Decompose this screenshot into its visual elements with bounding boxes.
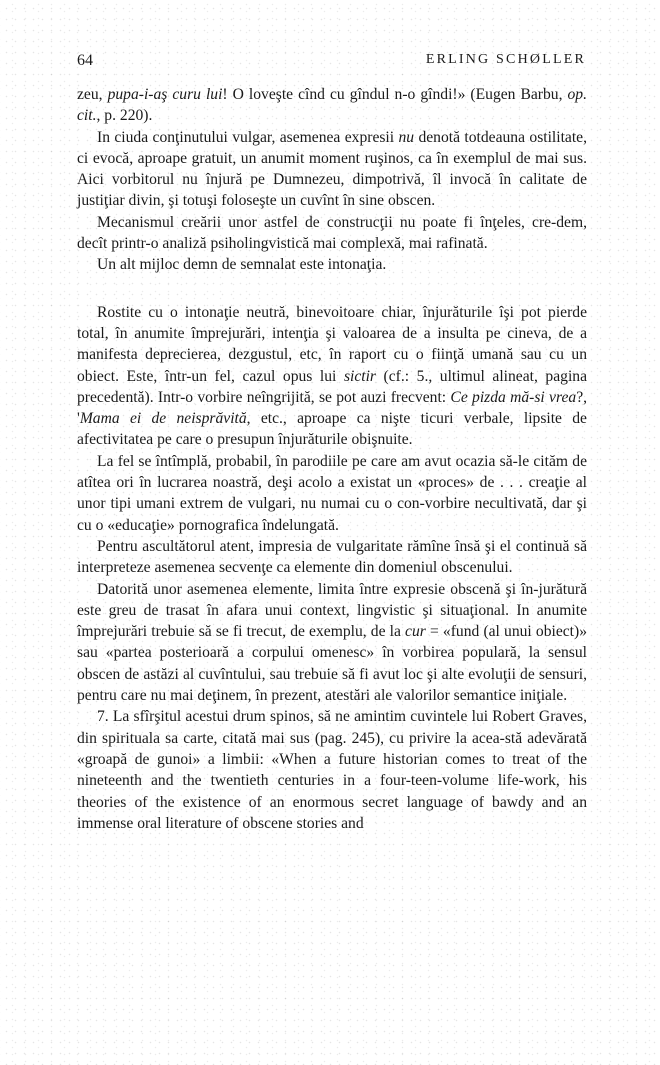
italic-term: cur bbox=[405, 623, 426, 641]
text-run: ?, ' bbox=[77, 388, 588, 428]
paragraph bbox=[77, 302, 587, 451]
italic-term: Ce pizda mă-si vrea bbox=[450, 388, 577, 406]
text-run: zeu, bbox=[77, 86, 108, 103]
italic-term: nu bbox=[398, 128, 415, 146]
paragraph-section-7 bbox=[77, 706, 587, 834]
text-run: In ciuda conţinutului vulgar, asemenea expresii bbox=[97, 128, 399, 146]
paragraph bbox=[77, 536, 587, 579]
paragraph-continuation bbox=[77, 84, 587, 127]
page-number: 64 bbox=[77, 52, 93, 69]
text-run: = «fund (al unui obiect)» sau «partea posterioară a corpului omenesc» în vorbirea populară, la sensul obscen de astăzi al cuvîntului, sau trebuie să fi avut loc şi alte evoluţii de sensuri, pentru care nu mai deţinem, în prezent, atestări ale valorilor semantice iniţiale. bbox=[77, 623, 587, 705]
text-run: 7. La sfîrşitul acestui drum spinos, să ne amintim cuvintele lui Robert Graves, din spirituala sa carte, citată mai sus (pag. 245), cu privire la acea-stă adevărată «groapă de gunoi» a limbii: «When a future historian comes to treat of the nineteenth and the twentieth centuries in a four-teen-volume life-work, his theories of the existence of an enormous secret language of bawdy and an immense oral literature of obscene stories and bbox=[77, 708, 587, 832]
text-run: Mecanismul creării unor astfel de construcţii nu poate fi înţeles, cre-dem, decît printr-o analiză psiholingvistică mai complexă, mai rafinată. bbox=[77, 213, 587, 253]
text-run: , etc., aproape ca nişte ticuri verbale, lipsite de afectivitatea pe care o presupun înjurăturile obişnuite. bbox=[77, 410, 587, 449]
text-run: denotă totdeauna ostilitate, ci evocă, aproape gratuit, un anumit moment ruşinos, ca în exemplul de mai sus. Aici vorbitorul nu înjură pe Dumnezeu, dimpotrivă, îl invocă în calitate de justiţiar divin, şi totuşi foloseşte un cuvînt în sine obscen. bbox=[77, 128, 587, 210]
text-run: (cf.: 5., ultimul alineat, pagina precedentă). Intr-o vorbire neîngrijită, se pot auzi frecvent: bbox=[77, 367, 587, 406]
paragraph bbox=[77, 254, 587, 275]
text-run: Rostite cu o intonaţie neutră, binevoitoare chiar, înjurăturile îşi pot pierde total, în anumite împrejurări, intenţia şi valoarea de a insulta pe cineva, de a manifesta deprecierea, dezgustul, etc, în raport cu o fiinţă umană sau cu un obiect. Este, într-un fel, cazul opus lui bbox=[77, 303, 587, 385]
text-run: Un alt mijloc demn de semnalat este intonaţia. bbox=[97, 256, 387, 274]
paragraph bbox=[77, 127, 587, 212]
text-run: Pentru ascultătorul atent, impresia de vulgaritate rămîne însă şi el continuă să interpreteze asemenea secvenţe ca elemente din domeniul obscenului. bbox=[77, 537, 587, 577]
paragraph bbox=[77, 212, 587, 255]
text-run: , p. 220). bbox=[96, 107, 153, 125]
paragraph bbox=[77, 579, 587, 707]
text-run: La fel se întîmplă, probabil, în parodiile pe care am avut ocazia să-le cităm de atîtea ori în lucrarea noastră, deşi acolo a existat un «proces» de . . . creaţie al unor tipi umani extrem de vulgari, nu numai cu o con-vorbire necultivată, dar şi cu o «educaţie» pornografica îndelungată. bbox=[77, 452, 587, 534]
italic-term: sictir bbox=[343, 367, 376, 385]
running-head-author: ERLING SCHØLLER bbox=[425, 52, 586, 67]
italic-term: Mama ei de neisprăvită bbox=[79, 410, 247, 428]
italic-term: pupa-i-aş curu lui bbox=[107, 86, 223, 103]
text-run: Datorită unor asemenea elemente, limita între expresie obscenă şi în-jurătură este greu de trasat în afara unui context, lingvistic şi situaţional. In anumite împrejurări trebuie să se fi trecut, de exemplu, de la bbox=[77, 580, 587, 641]
italic-term: op. cit. bbox=[77, 86, 587, 125]
body-text bbox=[77, 84, 587, 834]
text-run: ! O loveşte cînd cu gîndul n-o gîndi!» (Eugen Barbu, bbox=[222, 86, 568, 103]
paragraph bbox=[77, 451, 587, 536]
